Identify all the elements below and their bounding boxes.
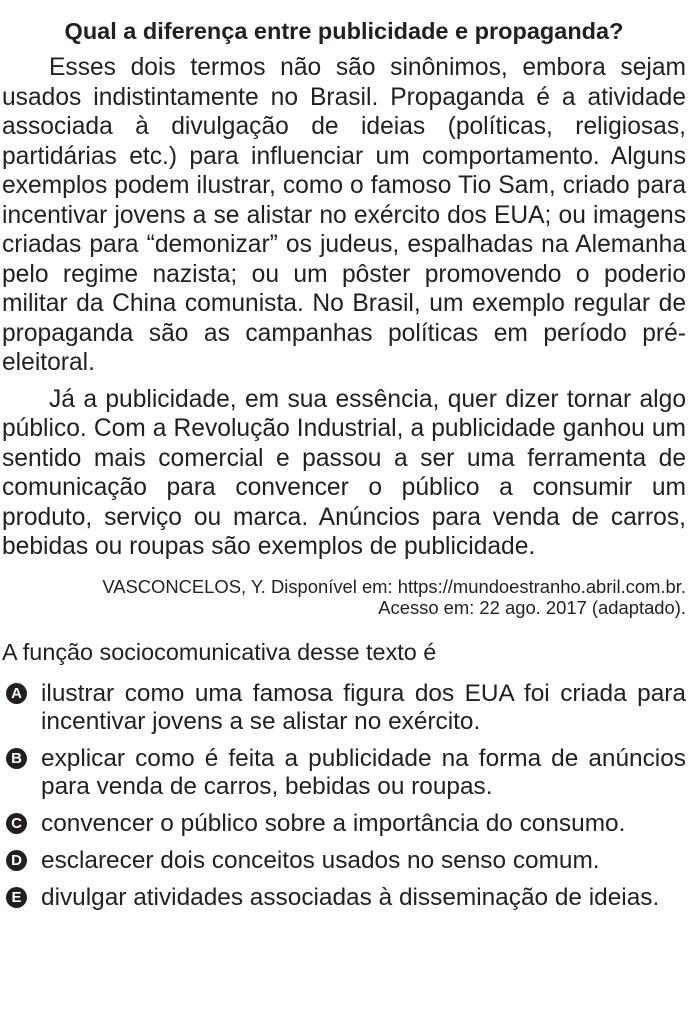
source-line-1: VASCONCELOS, Y. Disponível em: https://mundoestranho.abril.com.br. (102, 575, 686, 597)
option-b[interactable] (2, 745, 686, 801)
option-a-text: ilustrar como uma famosa figura dos EUA foi criada para incentivar jovens a se alistar no exército. (41, 679, 686, 735)
option-d-letter: D (6, 850, 27, 871)
option-c[interactable] (2, 810, 686, 838)
question-page (0, 17, 690, 912)
source-line-2: Acesso em: 22 ago. 2017 (adaptado). (378, 597, 686, 618)
paragraph-propaganda: Esses dois termos não são sinônimos, embora sejam usados indistintamente no Brasil. Propaganda é a atividade associada à divulgação de ideias (políticas, religiosas, partidárias etc.) para influenciar um comportamento. Alguns exemplos podem ilustrar, como o famoso Tio Sam, criado para incentivar jovens a se alistar no exército dos EUA; ou imagens criadas para “demonizar” os judeus, espalhadas na Alemanha pelo regime nazista; ou um pôster promovendo o poderio militar da China comunista. No Brasil, um exemplo regular de propaganda são as campanhas políticas em período pré-eleitoral. (2, 54, 686, 376)
answer-options (2, 680, 686, 912)
question-stem: A função sociocomunicativa desse texto é (2, 638, 437, 665)
option-c-text: convencer o público sobre a importância do consumo. (41, 809, 626, 837)
option-c-letter: C (6, 813, 27, 834)
option-d[interactable] (2, 847, 686, 875)
option-a[interactable] (2, 680, 686, 736)
option-b-text: explicar como é feita a publicidade na forma de anúncios para venda de carros, bebidas ou roupas. (41, 744, 686, 800)
article-body (2, 53, 686, 562)
option-b-letter: B (6, 748, 27, 769)
option-d-text: esclarecer dois conceitos usados no senso comum. (41, 846, 600, 874)
option-e-letter: E (6, 887, 27, 908)
paragraph-publicidade: Já a publicidade, em sua essência, quer dizer tornar algo público. Com a Revolução Industrial, a publicidade ganhou um sentido mais comercial e passou a ser uma ferramenta de comunicação para convencer o público a consumir um produto, serviço ou marca. Anúncios para venda de carros, bebidas ou roupas são exemplos de publicidade. (2, 385, 686, 560)
source-citation (2, 576, 686, 619)
option-e[interactable] (2, 884, 686, 912)
option-a-letter: A (6, 683, 27, 704)
article-title: Qual a diferença entre publicidade e propaganda? (64, 18, 624, 44)
option-e-text: divulgar atividades associadas à disseminação de ideias. (41, 883, 660, 911)
